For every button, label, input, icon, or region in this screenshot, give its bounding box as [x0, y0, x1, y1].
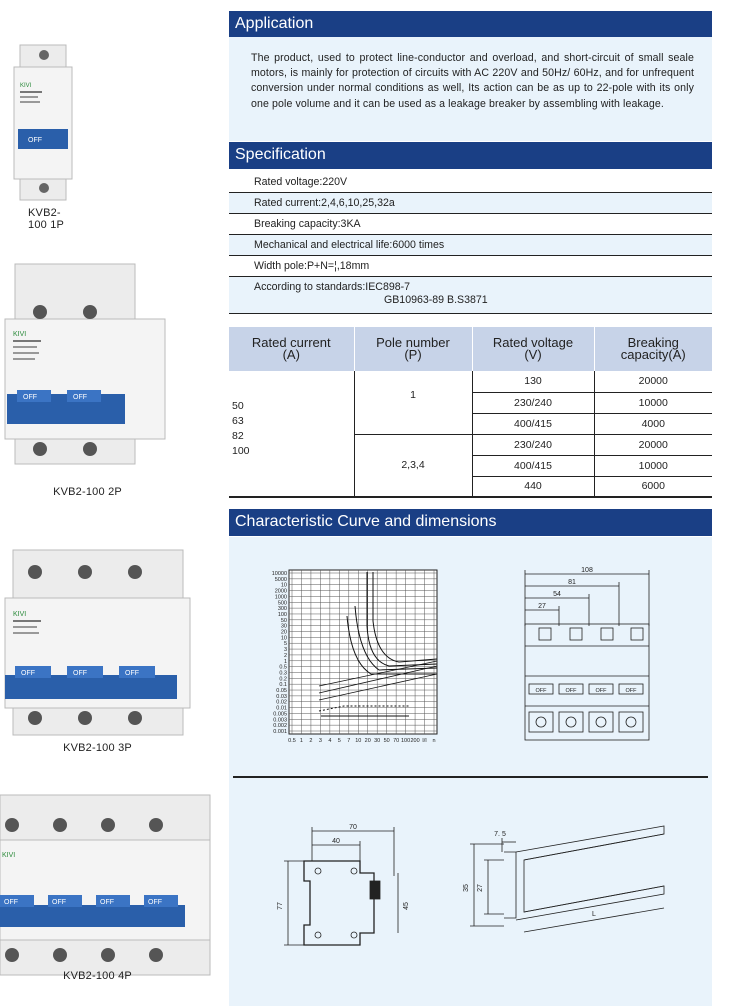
off-label: OFF [100, 899, 114, 906]
product-caption: KVB2-100 2P [53, 486, 122, 498]
breaker-1p-image [14, 45, 74, 200]
off-label: OFF [73, 394, 87, 401]
rating-table [229, 327, 712, 498]
off-label: OFF [52, 899, 66, 906]
brand-logo: KIVI [13, 331, 27, 338]
dim-35: 35 [463, 884, 470, 892]
switch-off-label: OFF [535, 688, 547, 694]
breaker-4p-image [0, 795, 210, 975]
curve-x-tick: I/I [422, 738, 427, 744]
header-breaking-capacity: Breaking capacity(A) [594, 327, 712, 371]
off-label: OFF [23, 394, 37, 401]
switch-off-label: OFF [625, 688, 637, 694]
brand-logo: KIVI [20, 83, 32, 89]
characteristic-curve [259, 566, 449, 750]
table-cell-voltage: 400/415 [472, 455, 594, 476]
curve-y-tick: 0.03 [276, 693, 287, 700]
breaker-3p-image [5, 550, 190, 735]
curve-x-tick: 2 [309, 738, 313, 744]
curve-y-tick: 0.1 [279, 682, 287, 689]
curve-y-tick: 0.003 [273, 717, 287, 724]
curve-x-tick: 1 [299, 738, 303, 744]
spec-row: Width pole:P+N=¦,18mm [229, 256, 712, 277]
product-1p [0, 0, 215, 230]
header-rated-voltage: Rated voltage (V) [472, 327, 594, 371]
switch-off-label: OFF [595, 688, 607, 694]
application-text: The product, used to protect line-conductor and overload, and short-circuit of small seale motors, is mainly for protection of circuits with AC 220V and 50Hz/ 60Hz, and for unfrequent conversion under normal conditions as well, Its action can be as up to 22-pole with its only one pole volume and it can be used as a leakage breaker by assembling with leakage. [251, 52, 694, 110]
curve-y-tick: 20 [280, 629, 287, 636]
dim-40: 40 [332, 838, 340, 845]
table-cell-voltage: 440 [472, 476, 594, 497]
curve-y-tick: 0.02 [276, 699, 287, 706]
curve-y-tick: 30 [280, 623, 287, 630]
curve-y-tick: 0.01 [276, 705, 287, 712]
dim-27-rail: 27 [477, 884, 484, 892]
curve-y-tick: 0.05 [276, 688, 287, 695]
curve-y-tick: 50 [280, 617, 287, 624]
dim-45: 45 [403, 902, 410, 910]
brand-logo: KIVI [13, 611, 27, 618]
curve-y-tick: 0.2 [279, 676, 287, 683]
table-cell-capacity: 4000 [594, 413, 712, 434]
curve-y-tick: 10 [280, 635, 287, 642]
table-cell-voltage: 400/415 [472, 413, 594, 434]
off-label: OFF [148, 899, 162, 906]
product-caption: KVB2-100 4P [63, 970, 132, 982]
dim-7-5: 7. 5 [494, 831, 506, 838]
dim-70: 70 [349, 824, 357, 831]
off-label: OFF [125, 670, 139, 677]
table-cell-voltage: 230/240 [472, 392, 594, 413]
curve-x-tick: 10 [355, 738, 362, 744]
section-divider [233, 776, 708, 778]
curve-y-tick: 10000 [271, 571, 287, 577]
curve-x-tick: 5 [337, 738, 341, 744]
breaker-2p-image [5, 264, 165, 464]
header-pole-number: Pole number (P) [354, 327, 472, 371]
spec-row: Mechanical and electrical life:6000 times [229, 235, 712, 256]
curve-y-tick: 2000 [274, 588, 287, 595]
application-panel [229, 37, 712, 141]
curve-y-tick: 5000 [274, 576, 287, 583]
curve-y-tick: 300 [277, 606, 287, 613]
dim-27: 27 [538, 603, 546, 610]
table-cell-capacity: 6000 [594, 476, 712, 497]
curve-y-tick: 5 [283, 641, 287, 648]
curve-x-tick: 7 [347, 738, 351, 744]
curve-x-tick: 200 [410, 738, 420, 744]
product-2p [0, 230, 215, 500]
switch-off-label: OFF [565, 688, 577, 694]
header-rated-current: Rated current (A) [229, 327, 354, 371]
curve-x-tick: 4 [328, 738, 332, 744]
table-cell-capacity: 20000 [594, 371, 712, 392]
side-dimension-drawing [274, 821, 419, 961]
product-caption: KVB2-100 3P [63, 742, 132, 754]
off-label: OFF [21, 670, 35, 677]
specification-heading: Specification [229, 142, 712, 169]
off-label: OFF [73, 670, 87, 677]
table-cell-voltage: 130 [472, 371, 594, 392]
curve-x-tick: 70 [393, 738, 400, 744]
standards-line1: According to standards:IEC898-7 [254, 281, 411, 293]
off-label: OFF [28, 137, 42, 144]
spec-row: Rated current:2,4,6,10,25,32a [229, 193, 712, 214]
curve-panel [229, 537, 712, 1006]
curve-x-tick: 20 [364, 738, 371, 744]
curve-x-tick: 50 [383, 738, 390, 744]
curve-y-tick: 0.005 [273, 711, 287, 718]
off-label: OFF [4, 899, 18, 906]
curve-x-tick: 0.5 [288, 738, 296, 744]
din-rail-drawing [464, 822, 684, 952]
curve-x-tick: 3 [318, 738, 322, 744]
curve-x-tick: 30 [374, 738, 381, 744]
pole-group-1: 1 [354, 371, 472, 434]
curve-y-tick: 1000 [274, 594, 287, 601]
curve-y-tick: 100 [277, 611, 287, 618]
curve-y-tick: 0.001 [273, 729, 287, 735]
table-cell-capacity: 10000 [594, 392, 712, 413]
curve-y-tick: 0.002 [273, 723, 287, 730]
front-dimension-drawing [517, 566, 667, 746]
curve-y-tick: 1 [283, 658, 287, 665]
current-values: 50 63 82 100 [229, 371, 354, 497]
curve-y-tick: 0.3 [279, 670, 287, 677]
spec-row: Rated voltage:220V [229, 171, 712, 193]
curve-y-tick: 0.5 [279, 664, 287, 671]
application-heading: Application [229, 11, 712, 38]
spec-row: Breaking capacity:3KA [229, 214, 712, 235]
curve-x-tick: 100 [401, 738, 411, 744]
curve-heading: Characteristic Curve and dimensions [229, 509, 712, 536]
dim-108: 108 [581, 567, 593, 574]
dim-54: 54 [553, 591, 561, 598]
curve-y-tick: 3 [283, 647, 287, 654]
spec-row-standards [229, 277, 712, 314]
table-cell-capacity: 20000 [594, 434, 712, 455]
curve-y-tick: 10 [280, 582, 287, 589]
curve-x-tick: n [432, 738, 436, 744]
table-cell-capacity: 10000 [594, 455, 712, 476]
product-4p [0, 760, 215, 1006]
brand-logo: KIVI [2, 852, 16, 859]
dim-81: 81 [568, 579, 576, 586]
standards-line2: GB10963-89 B.S3871 [384, 294, 488, 306]
dim-77: 77 [277, 902, 284, 910]
product-caption: KVB2-100 1P [28, 207, 65, 231]
product-3p [0, 500, 215, 760]
curve-y-tick: 500 [277, 600, 287, 607]
table-cell-voltage: 230/240 [472, 434, 594, 455]
pole-group-2: 2,3,4 [354, 434, 472, 497]
dim-length: L [592, 911, 596, 918]
curve-y-tick: 2 [283, 652, 287, 659]
